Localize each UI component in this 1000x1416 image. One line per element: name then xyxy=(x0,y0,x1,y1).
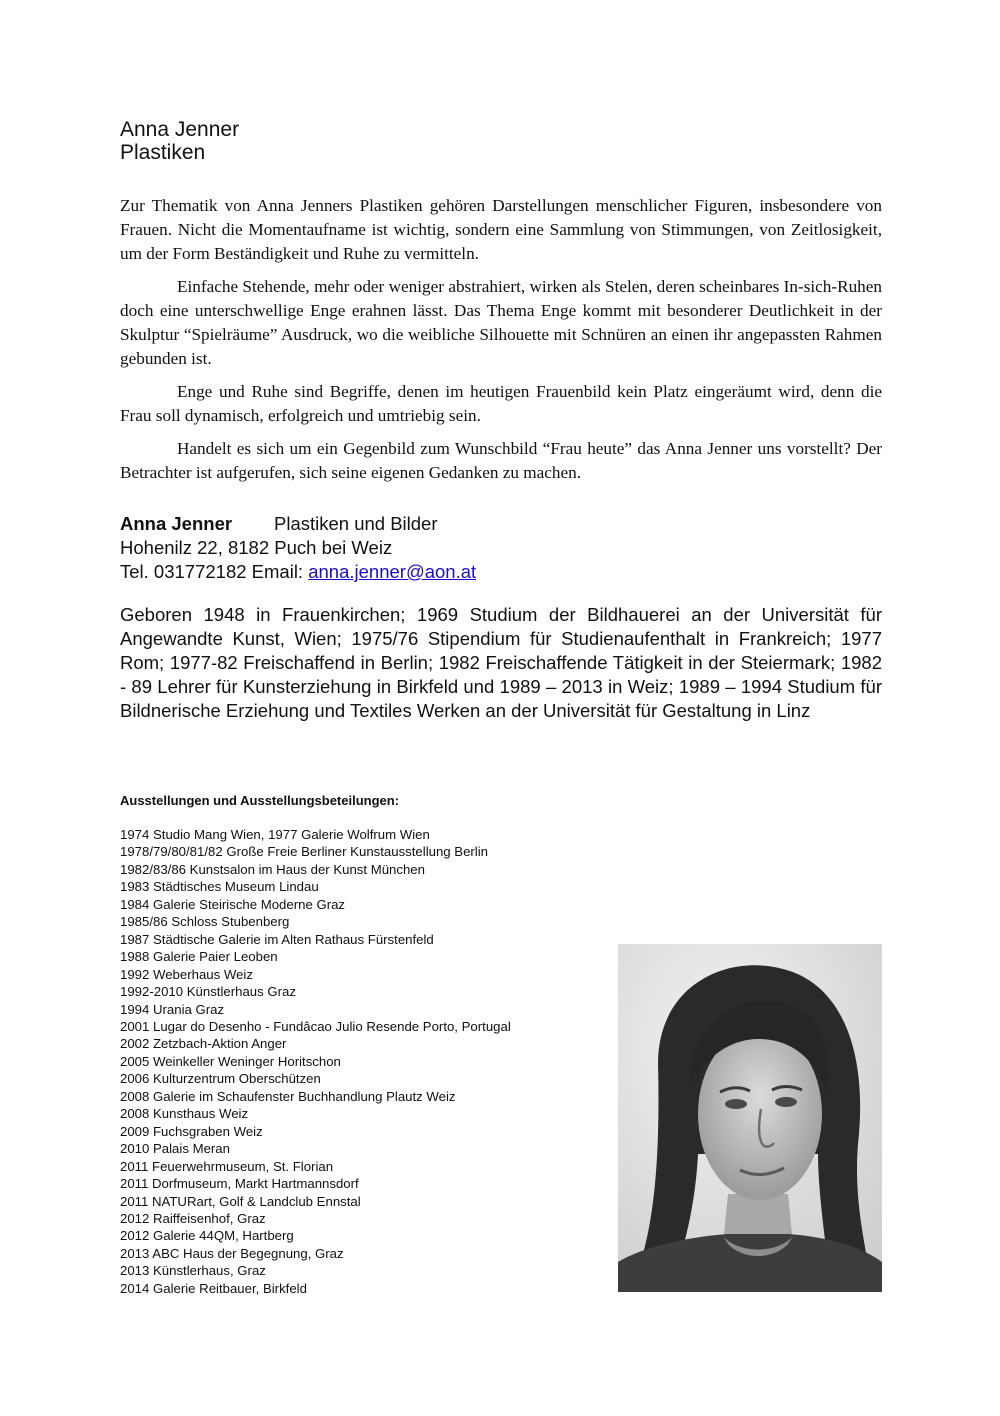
exhibition-item: 2011 Dorfmuseum, Markt Hartmannsdorf xyxy=(120,1176,359,1192)
exhibition-item: 1985/86 Schloss Stubenberg xyxy=(120,914,290,930)
exhibition-item: 2011 Feuerwehrmuseum, St. Florian xyxy=(120,1158,334,1174)
exhibition-item: 1994 Urania Graz xyxy=(120,1001,225,1017)
exhibition-item: 2008 Galerie im Schaufenster Buchhandlung Plautz Weiz xyxy=(120,1088,456,1104)
artist-name-heading: Anna Jenner xyxy=(120,118,240,141)
artist-portrait-photo xyxy=(618,944,882,1292)
biography-text: Geboren 1948 in Frauenkirchen; 1969 Studium der Bildhauerei an der Universität für Angewandte Kunst, Wien; 1975/76 Stipendium für Studienaufenthalt in Frankreich; 1977 Rom; 1977-82 Freischaffend in Berlin; 1982 Freischaffende Tätigkeit in der Steiermark; 1982 - 89 Lehrer für Kunsterziehung in Birkfeld und 1989 – 2013 in Weiz; 1989 – 1994 Studium für Bildnerische Erziehung und Textiles Werken an der Universität für Gestaltung in Linz xyxy=(120,604,882,721)
exhibition-item: 1982/83/86 Kunstsalon im Haus der Kunst München xyxy=(120,861,425,877)
exhibition-item: 2012 Galerie 44QM, Hartberg xyxy=(120,1228,294,1244)
exhibition-item: 2011 NATURart, Golf & Landclub Ennstal xyxy=(120,1193,361,1209)
contact-block xyxy=(120,512,882,584)
exhibition-item: 1974 Studio Mang Wien, 1977 Galerie Wolfrum Wien xyxy=(120,827,430,842)
exhibitions-heading: Ausstellungen und Ausstellungsbeteilungen: xyxy=(120,793,400,808)
exhibition-item: 1992 Weberhaus Weiz xyxy=(120,966,253,982)
intro-paragraph: Handelt es sich um ein Gegenbild zum Wunschbild “Frau heute” das Anna Jenner uns vorstellt? Der Betrachter ist aufgerufen, sich seine eigenen Gedanken zu machen. xyxy=(120,439,882,482)
document-title xyxy=(120,118,239,164)
exhibition-item: 1984 Galerie Steirische Moderne Graz xyxy=(120,896,346,912)
exhibition-item: 2013 ABC Haus der Begegnung, Graz xyxy=(120,1245,344,1261)
exhibition-item: 2005 Weinkeller Weninger Horitschon xyxy=(120,1053,341,1069)
exhibition-item: 2013 Künstlerhaus, Graz xyxy=(120,1263,266,1279)
exhibition-item: 2001 Lugar do Desenho - Fundâcao Julio Resende Porto, Portugal xyxy=(120,1018,511,1034)
exhibition-item: 2014 Galerie Reitbauer, Birkfeld xyxy=(120,1280,307,1296)
contact-tagline: Plastiken und Bilder xyxy=(274,513,438,534)
email-link[interactable]: anna.jenner@aon.at xyxy=(308,561,477,582)
contact-phone: Tel. 031772182 Email: xyxy=(120,561,304,582)
exhibition-item: 2009 Fuchsgraben Weiz xyxy=(120,1123,263,1139)
exhibition-item: 1978/79/80/81/82 Große Freie Berliner Kunstausstellung Berlin xyxy=(120,844,489,860)
exhibition-item: 1987 Städtische Galerie im Alten Rathaus Fürstenfeld xyxy=(120,931,434,947)
exhibition-item: 1988 Galerie Paier Leoben xyxy=(120,949,278,965)
exhibition-item: 2002 Zetzbach-Aktion Anger xyxy=(120,1036,287,1052)
exhibition-item: 1983 Städtisches Museum Lindau xyxy=(120,879,319,895)
contact-address: Hohenilz 22, 8182 Puch bei Weiz xyxy=(120,537,393,558)
exhibition-item: 2010 Palais Meran xyxy=(120,1141,230,1157)
intro-paragraph: Einfache Stehende, mehr oder weniger abstrahiert, wirken als Stelen, deren scheinbares In-sich-Ruhen doch eine unterschwellige Enge erahnen lässt. Das Thema Enge kommt mit besonderer Deutlichkeit in der Skulptur “Spielräume” Ausdruck, wo die weibliche Silhouette mit Schnüren an einen ihr angepassten Rahmen gebunden ist. xyxy=(120,277,882,368)
contact-name: Anna Jenner xyxy=(120,513,233,534)
contact-name-row xyxy=(120,512,882,536)
exhibition-item: 2006 Kulturzentrum Oberschützen xyxy=(120,1071,321,1087)
exhibitions-list xyxy=(120,826,600,1297)
exhibition-item: 1992-2010 Künstlerhaus Graz xyxy=(120,984,296,1000)
subtitle-heading: Plastiken xyxy=(120,141,206,164)
intro-paragraph: Zur Thematik von Anna Jenners Plastiken gehören Darstellungen menschlicher Figuren, insbesondere von Frauen. Nicht die Momentaufname ist wichtig, sondern eine Sammlung von Stimmungen, von Zeitlosigkeit, um der Form Beständigkeit und Ruhe zu vermitteln. xyxy=(120,196,882,263)
portrait-illustration xyxy=(618,944,882,1292)
contact-phone-row xyxy=(120,560,882,584)
exhibition-item: 2012 Raiffeisenhof, Graz xyxy=(120,1210,266,1226)
exhibition-item: 2008 Kunsthaus Weiz xyxy=(120,1106,249,1122)
intro-text xyxy=(120,194,882,494)
intro-paragraph: Enge und Ruhe sind Begriffe, denen im heutigen Frauenbild kein Platz eingeräumt wird, denn die Frau soll dynamisch, erfolgreich und umtriebig sein. xyxy=(120,382,882,425)
